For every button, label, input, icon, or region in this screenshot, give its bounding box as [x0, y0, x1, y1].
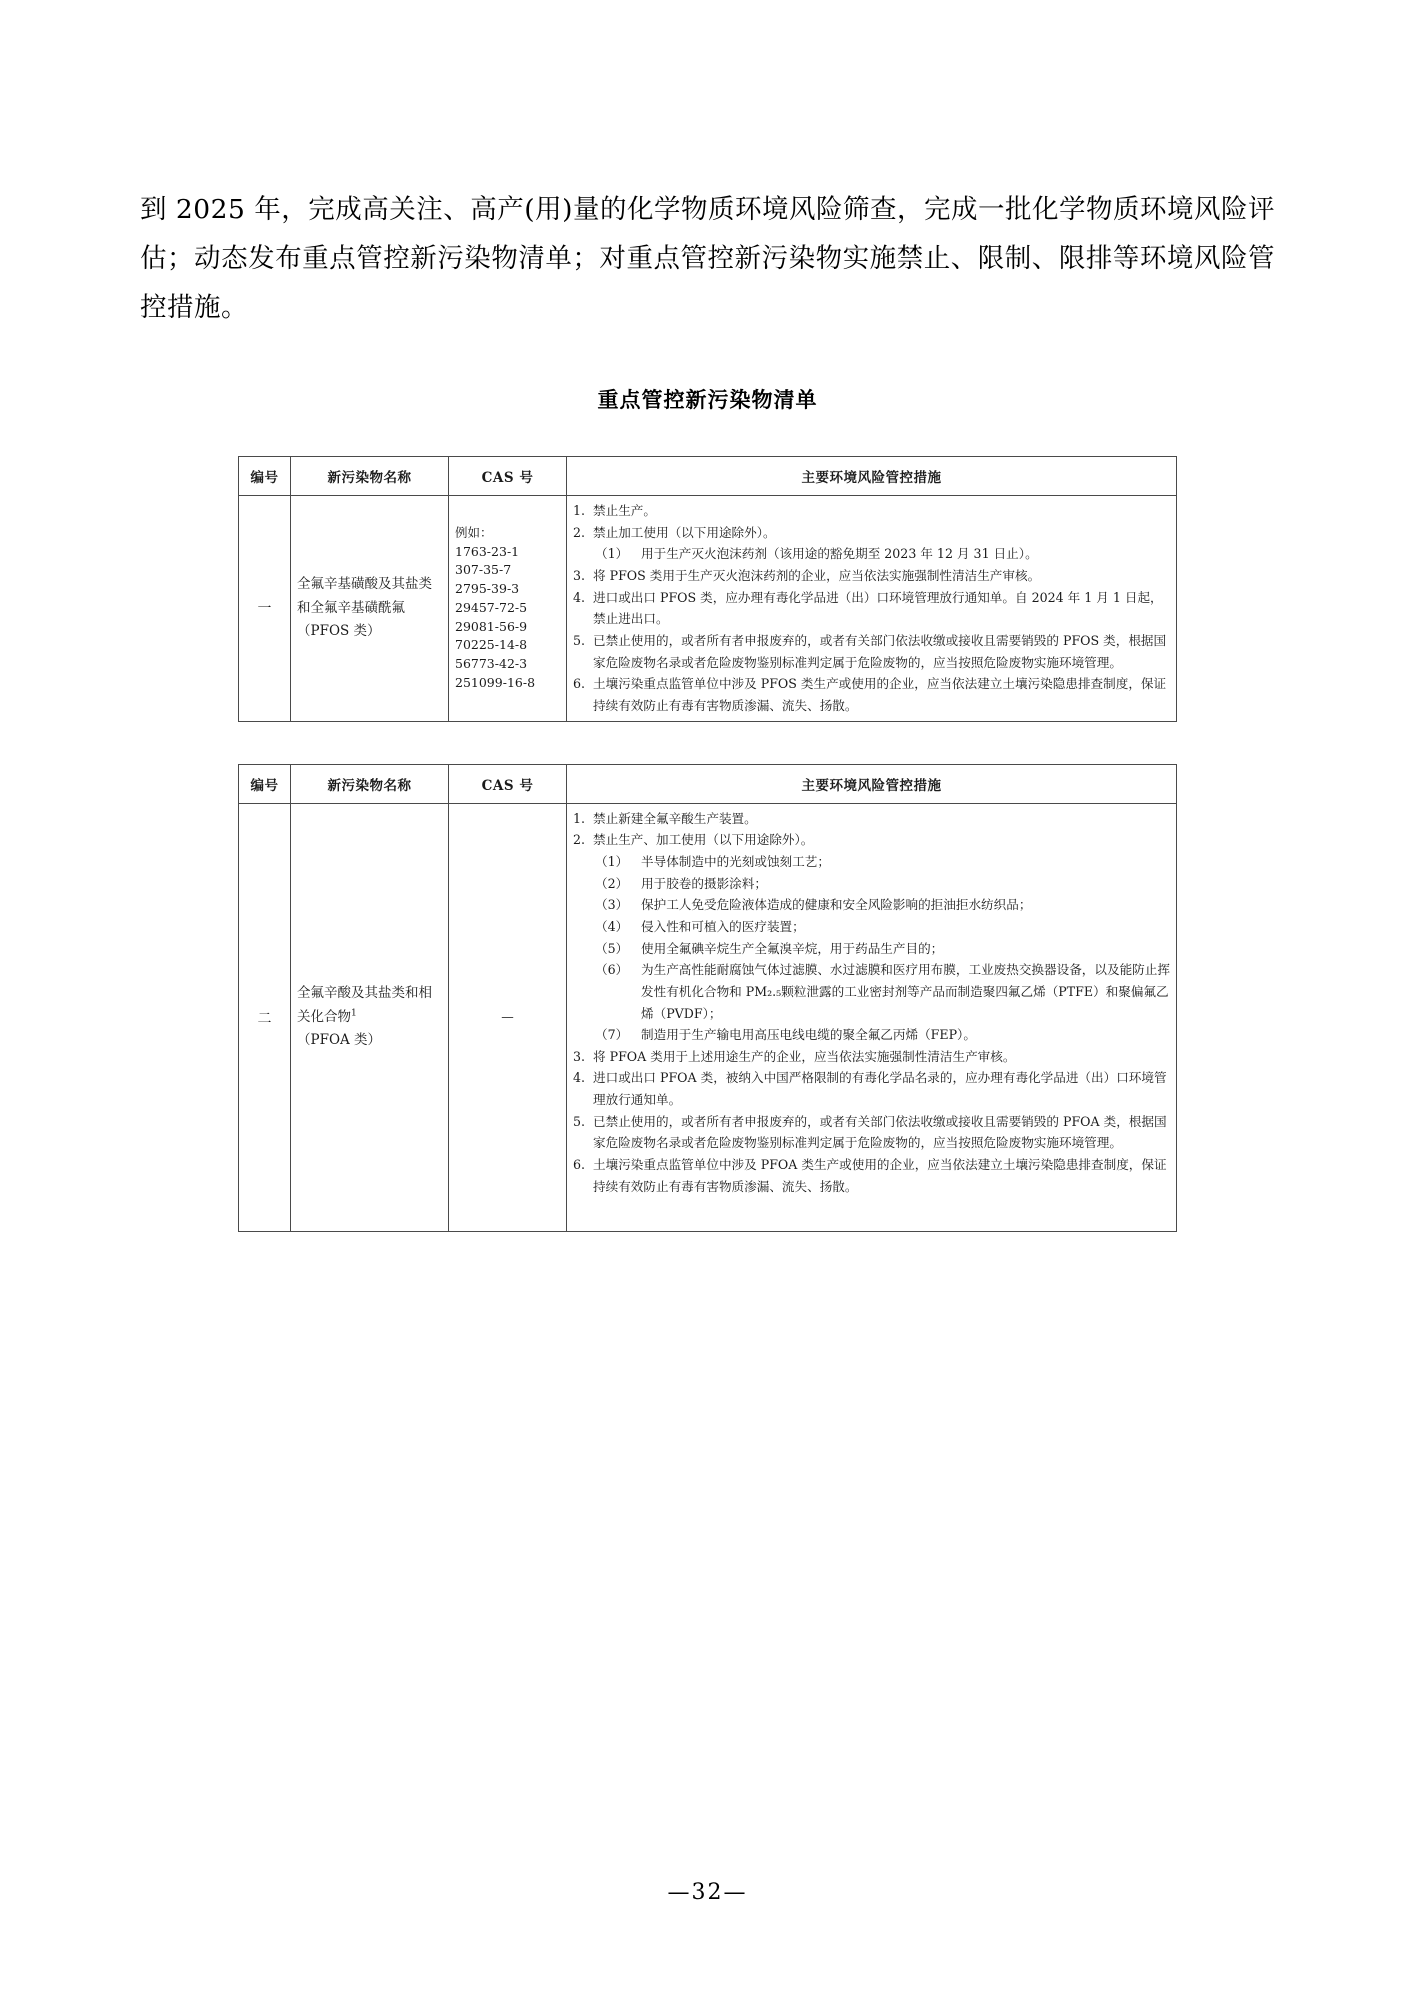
- row2-name-line2-wrap: [297, 1006, 442, 1030]
- row1-name-line2: 和全氟辛基磺酰氟: [297, 599, 405, 616]
- measure-sub-item: [573, 894, 1170, 916]
- row2-name-line3: （PFOA 类）: [297, 1032, 382, 1049]
- measure-sub-number: （7）: [595, 1027, 629, 1043]
- row1-cas-label: 例如：: [455, 524, 493, 540]
- row2-measures: [567, 803, 1177, 1232]
- measure-sub-number: （5）: [595, 940, 629, 956]
- measure-sub-item: [573, 543, 1170, 565]
- row2-name-line2: 关化合物: [297, 1008, 351, 1025]
- measure-item: [573, 808, 1170, 830]
- row2-name-line1: 全氟辛酸及其盐类和相: [297, 985, 432, 1002]
- row1-measures: [567, 496, 1177, 722]
- measure-item: [573, 829, 1170, 851]
- row1-cas-4: 29081-56-9: [455, 618, 528, 634]
- measure-number: 6.: [573, 676, 586, 692]
- measure-sub-item: [573, 916, 1170, 938]
- measure-number: 3.: [573, 1048, 586, 1064]
- measure-sub-number: （1）: [595, 546, 629, 562]
- measure-item: [573, 1046, 1170, 1068]
- row2-name-footnote-marker: 1: [351, 1008, 357, 1019]
- measure-number: 4.: [573, 1070, 586, 1086]
- measure-text: 将 PFOS 类用于生产灭火泡沫药剂的企业，应当依法实施强制性清洁生产审核。: [593, 568, 1041, 584]
- measure-text: 将 PFOA 类用于上述用途生产的企业，应当依法实施强制性清洁生产审核。: [593, 1048, 1016, 1064]
- measure-sub-number: （3）: [595, 897, 629, 913]
- measure-text: 禁止新建全氟辛酸生产装置。: [593, 810, 757, 826]
- row1-cas-7: 251099-16-8: [455, 674, 536, 690]
- measure-text: 土壤污染重点监管单位中涉及 PFOA 类生产或使用的企业，应当依法建立土壤污染隐患排查制度，保证持续有效防止有毒有害物质渗漏、流失、扬散。: [593, 1157, 1167, 1194]
- row1-cas-5: 70225-14-8: [455, 637, 528, 653]
- table-title: 重点管控新污染物清单: [597, 387, 818, 413]
- measure-text: 禁止生产。: [593, 503, 656, 519]
- measure-item: [573, 1154, 1170, 1197]
- table-header-row: [239, 457, 1177, 496]
- measure-text: 已禁止使用的，或者所有者申报废弃的，或者有关部门依法收缴或接收且需要销毁的 PFOA 类，根据国家危险废物名录或者危险废物鉴别标准判定属于危险废物的，应当按照危险废物实施环境管理。: [593, 1113, 1167, 1151]
- row1-cas-6: 56773-42-3: [455, 656, 528, 672]
- header-cas: CAS 号: [449, 764, 567, 803]
- measure-text: 进口或出口 PFOS 类，应办理有毒化学品进（出）口环境管理放行通知单。自 2024 年 1 月 1 日起，禁止进出口。: [593, 589, 1163, 627]
- measure-sub-item: [573, 1024, 1170, 1046]
- measure-sub-text: 半导体制造中的光刻或蚀刻工艺；: [641, 853, 830, 869]
- pollutant-table-2: [238, 764, 1177, 1233]
- measure-item: [573, 1111, 1170, 1154]
- measure-sub-item: [573, 959, 1170, 1024]
- header-no: 编号: [239, 457, 291, 496]
- header-measures: 主要环境风险管控措施: [567, 764, 1177, 803]
- measure-item: [573, 565, 1170, 587]
- measure-sub-text: 使用全氟碘辛烷生产全氟溴辛烷，用于药品生产目的；: [641, 940, 944, 956]
- measure-item: [573, 500, 1170, 522]
- page-number: —32—: [667, 1880, 748, 1905]
- measure-number: 3.: [573, 568, 586, 584]
- measure-sub-number: （1）: [595, 853, 629, 869]
- measure-item: [573, 673, 1170, 716]
- measure-sub-text: 侵入性和可植入的医疗装置；: [641, 918, 805, 934]
- measure-sub-text: 用于生产灭火泡沫药剂（该用途的豁免期至 2023 年 12 月 31 日止）。: [641, 546, 1038, 562]
- measure-item: [573, 630, 1170, 673]
- measure-item: [573, 587, 1170, 630]
- row1-name: [291, 496, 449, 722]
- measure-number: 5.: [573, 1113, 586, 1129]
- row1-cas-1: 307-35-7: [455, 562, 512, 578]
- measure-number: 2.: [573, 524, 586, 540]
- measure-text: 已禁止使用的，或者所有者申报废弃的，或者有关部门依法收缴或接收且需要销毁的 PFOS 类，根据国家危险废物名录或者危险废物鉴别标准判定属于危险废物的，应当按照危险废物实施环境管理。: [593, 632, 1167, 670]
- header-name: 新污染物名称: [291, 457, 449, 496]
- header-measures: 主要环境风险管控措施: [567, 457, 1177, 496]
- measure-number: 2.: [573, 832, 586, 848]
- header-name: 新污染物名称: [291, 764, 449, 803]
- row1-cas-3: 29457-72-5: [455, 599, 528, 615]
- measure-sub-text: 用于胶卷的摄影涂料；: [641, 875, 767, 891]
- pollutant-table-2-wrapper: [140, 764, 1275, 1233]
- measure-sub-number: （2）: [595, 875, 629, 891]
- measure-sub-text: 制造用于生产输电用高压电线电缆的聚全氟乙丙烯（FEP）。: [641, 1027, 976, 1043]
- measure-number: 1.: [573, 503, 586, 519]
- header-cas: CAS 号: [449, 457, 567, 496]
- measure-text: 禁止加工使用（以下用途除外）。: [593, 524, 776, 540]
- measure-item: [573, 1067, 1170, 1110]
- measure-text: 土壤污染重点监管单位中涉及 PFOS 类生产或使用的企业，应当依法建立土壤污染隐患排查制度，保证持续有效防止有毒有害物质渗漏、流失、扬散。: [593, 676, 1167, 713]
- header-no: 编号: [239, 764, 291, 803]
- row1-cas-2: 2795-39-3: [455, 581, 520, 597]
- measure-sub-item: [573, 938, 1170, 960]
- table-header-row: [239, 764, 1177, 803]
- row1-name-line3: （PFOS 类）: [297, 623, 381, 640]
- measure-text: 进口或出口 PFOA 类，被纳入中国严格限制的有毒化学品名录的，应办理有毒化学品进（出）口环境管理放行通知单。: [593, 1070, 1167, 1108]
- measure-sub-number: （6）: [595, 962, 629, 978]
- pollutant-table-1: [238, 456, 1177, 722]
- row1-cas-0: 1763-23-1: [455, 543, 520, 559]
- measure-sub-text: 保护工人免受危险液体造成的健康和安全风险影响的拒油拒水纺织品；: [641, 897, 1032, 913]
- measure-number: 1.: [573, 810, 586, 826]
- measure-text: 禁止生产、加工使用（以下用途除外）。: [593, 832, 814, 848]
- row2-no: 二: [239, 803, 291, 1232]
- row1-cas: [449, 496, 567, 722]
- measure-sub-item: [573, 873, 1170, 895]
- measure-item: [573, 522, 1170, 544]
- row1-name-line1: 全氟辛基磺酸及其盐类: [297, 575, 432, 592]
- measure-number: 5.: [573, 632, 586, 648]
- intro-paragraph: 到 2025 年，完成高关注、高产(用)量的化学物质环境风险筛查，完成一批化学物质环境风险评估；动态发布重点管控新污染物清单；对重点管控新污染物实施禁止、限制、限排等环境风险管控措施。: [140, 194, 1275, 324]
- measure-sub-text: 为生产高性能耐腐蚀气体过滤膜、水过滤膜和医疗用布膜，工业废热交换器设备，以及能防止挥发性有机化合物和 PM₂.₅颗粒泄露的工业密封剂等产品而制造聚四氟乙烯（PTFE）和聚偏氟乙烯（PVDF）；: [641, 962, 1170, 1021]
- pollutant-table-1-wrapper: [140, 456, 1275, 722]
- table-row: [239, 496, 1177, 722]
- table-row: [239, 803, 1177, 1232]
- measure-sub-number: （4）: [595, 918, 629, 934]
- row2-cas: —: [449, 803, 567, 1232]
- measure-number: 6.: [573, 1157, 586, 1173]
- measure-number: 4.: [573, 589, 586, 605]
- row2-name: [291, 803, 449, 1232]
- measure-sub-item: [573, 851, 1170, 873]
- row1-no: 一: [239, 496, 291, 722]
